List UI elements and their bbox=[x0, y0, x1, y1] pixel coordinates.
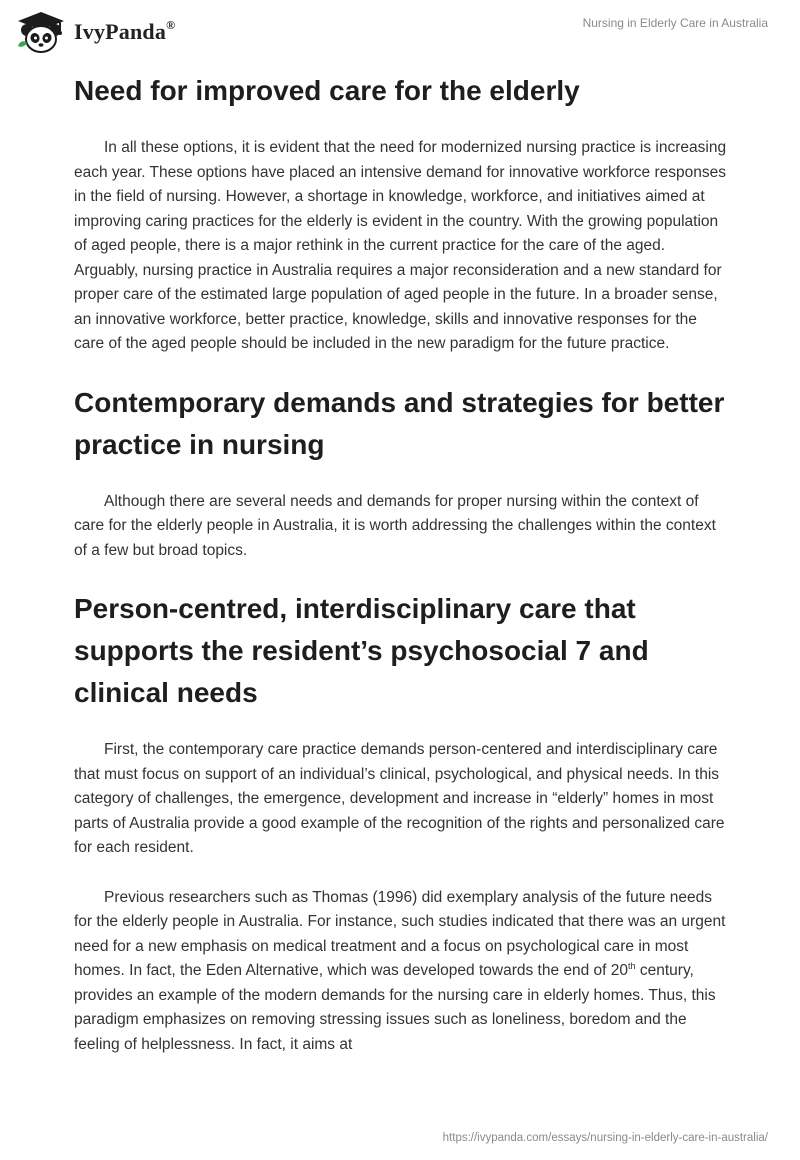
panda-graduate-icon bbox=[14, 10, 68, 54]
paragraph: First, the contemporary care practice demands person-centered and interdisciplinary care that must focus on support of an individual’s clinical, psychological, and physical needs. In this category of challenges, the emergence, development and increase in “elderly” homes in most parts of Australia provide a good example of the recognition of the rights and personalized care for each resident. bbox=[74, 741, 725, 856]
paragraph: In all these options, it is evident that the need for modernized nursing practice is increasing each year. These options have placed an intensive demand for innovative workforce responses in the field of nursing. However, a shortage in knowledge, workforce, and initiatives aimed at improving caring practices for the elderly is evident in the country. With the growing population of aged people, there is a major rethink in the current practice for the care of the aged. Arguably, nursing practice in Australia requires a major reconsideration and a new standard for proper care of the estimated large population of aged people in the future. In a broader sense, an innovative workforce, better practice, knowledge, skills and innovative responses for the care of the aged people should be included in the new paradigm for the future practice. bbox=[74, 139, 727, 352]
source-url[interactable]: https://ivypanda.com/essays/nursing-in-elderly-care-in-australia/ bbox=[442, 1132, 768, 1144]
paragraph: Previous researchers such as Thomas (1996) did exemplary analysis of the future needs for the elderly people in Australia. For instance, such studies indicated that there was an urgent need for a new emphasis on medical treatment and a focus on psychological care in most homes. In fact, the Eden Alternative, which was developed towards the end of 20th century, provides an example of the modern demands for the nursing care in elderly homes. Thus, this paradigm emphasizes on removing stressing issues such as loneliness, boredom and the feeling of helplessness. In fact, it aims at bbox=[74, 888, 726, 1053]
brand-name: IvyPanda® bbox=[74, 17, 176, 44]
section-heading-contemporary-demands: Contemporary demands and strategies for better practice in nursing bbox=[74, 386, 725, 460]
document-title: Nursing in Elderly Care in Australia bbox=[582, 16, 768, 30]
essay-content bbox=[74, 70, 728, 1082]
ivypanda-logo[interactable] bbox=[14, 10, 175, 54]
section-heading-need-for-improved-care: Need for improved care for the elderly bbox=[74, 75, 580, 106]
paragraph: Although there are several needs and demands for proper nursing within the context of care for the elderly people in Australia, it is worth addressing the challenges within the context of a few but broad topics. bbox=[74, 492, 716, 559]
page-header bbox=[0, 0, 800, 62]
section-heading-person-centred-care: Person-centred, interdisciplinary care that supports the resident’s psychosocial 7 and clinical needs bbox=[74, 593, 649, 708]
